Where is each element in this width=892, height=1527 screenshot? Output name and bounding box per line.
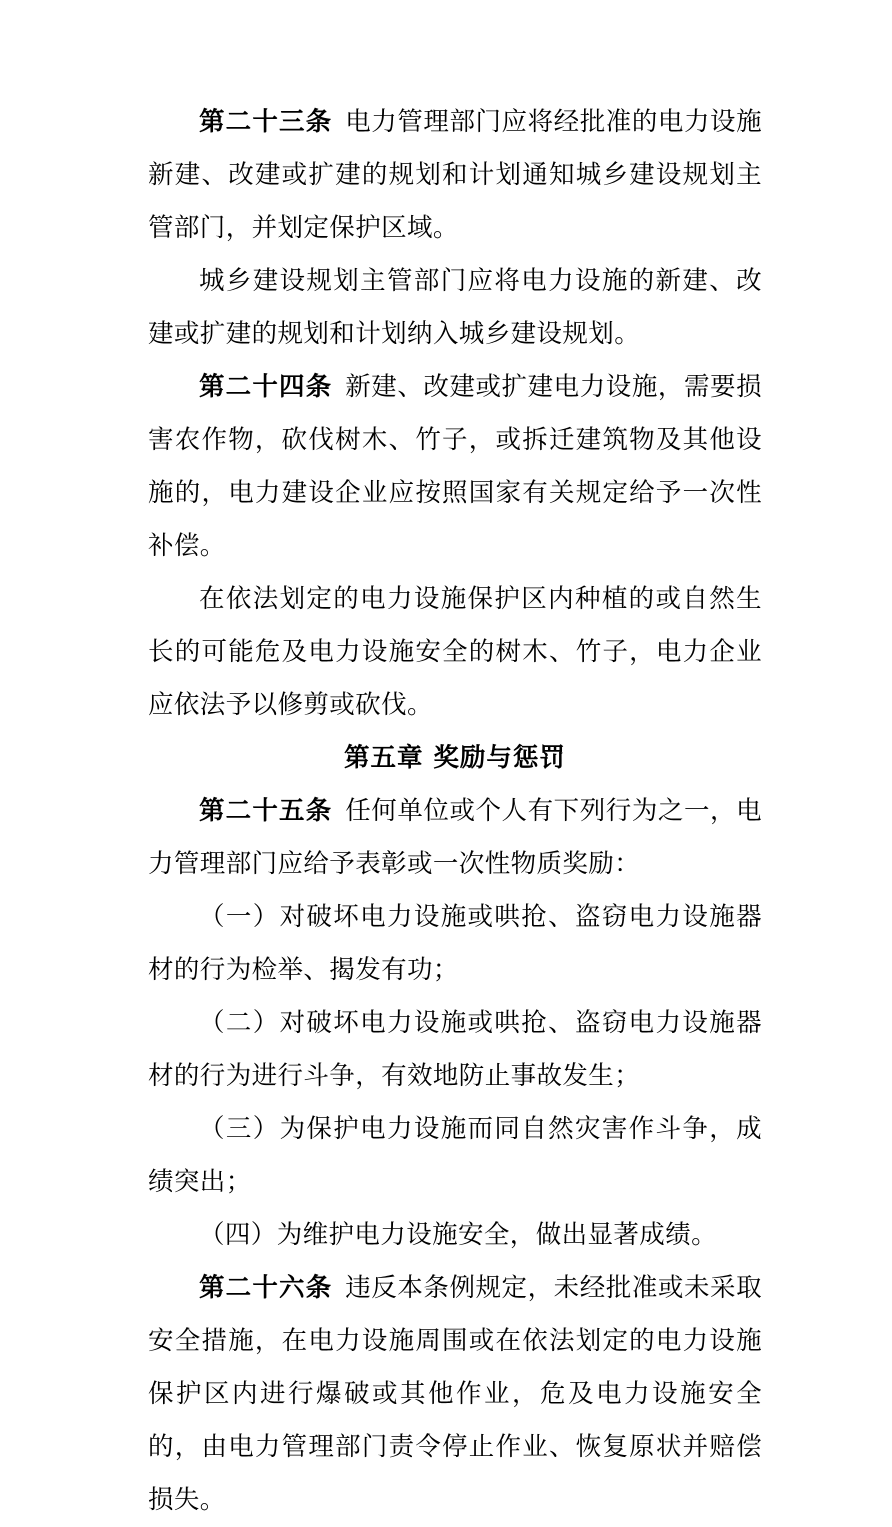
paragraph-text: （三）为保护电力设施而同自然灾害作斗争，成绩突出； — [148, 1114, 762, 1197]
document-body — [148, 96, 762, 1527]
article-label: 第二十六条 — [199, 1273, 333, 1303]
chapter-heading: 第五章 奖励与惩罚 — [344, 743, 566, 773]
body-paragraph — [148, 255, 762, 361]
list-item — [148, 891, 762, 997]
article-paragraph — [148, 785, 762, 891]
article-paragraph — [148, 1262, 762, 1527]
body-paragraph — [148, 573, 762, 732]
paragraph-text: （四）为维护电力设施安全，做出显著成绩。 — [199, 1220, 718, 1250]
article-text: 违反本条例规定，未经批准或未采取安全措施，在电力设施周围或在依法划定的电力设施保护区内进行爆破或其他作业，危及电力设施安全的，由电力管理部门责令停止作业、恢复原状并赔偿损失。 — [148, 1273, 762, 1515]
paragraph-text: （二）对破坏电力设施或哄抢、盗窃电力设施器材的行为进行斗争，有效地防止事故发生； — [148, 1008, 762, 1091]
paragraph-text: （一）对破坏电力设施或哄抢、盗窃电力设施器材的行为检举、揭发有功； — [148, 902, 762, 985]
article-label: 第二十五条 — [199, 796, 333, 826]
article-paragraph — [148, 96, 762, 255]
list-item — [148, 1209, 762, 1262]
article-label: 第二十四条 — [199, 372, 333, 402]
list-item — [148, 1103, 762, 1209]
article-text: 新建、改建或扩建电力设施，需要损害农作物，砍伐树木、竹子，或拆迁建筑物及其他设施的，电力建设企业应按照国家有关规定给予一次性补偿。 — [148, 372, 762, 561]
paragraph-text: 城乡建设规划主管部门应将电力设施的新建、改建或扩建的规划和计划纳入城乡建设规划。 — [148, 266, 762, 349]
article-text: 电力管理部门应将经批准的电力设施新建、改建或扩建的规划和计划通知城乡建设规划主管部门，并划定保护区域。 — [148, 107, 762, 243]
paragraph-text: 在依法划定的电力设施保护区内种植的或自然生长的可能危及电力设施安全的树木、竹子，电力企业应依法予以修剪或砍伐。 — [148, 584, 762, 720]
article-label: 第二十三条 — [199, 107, 333, 137]
article-text: 任何单位或个人有下列行为之一，电力管理部门应给予表彰或一次性物质奖励： — [148, 796, 762, 879]
article-paragraph — [148, 361, 762, 573]
list-item — [148, 997, 762, 1103]
